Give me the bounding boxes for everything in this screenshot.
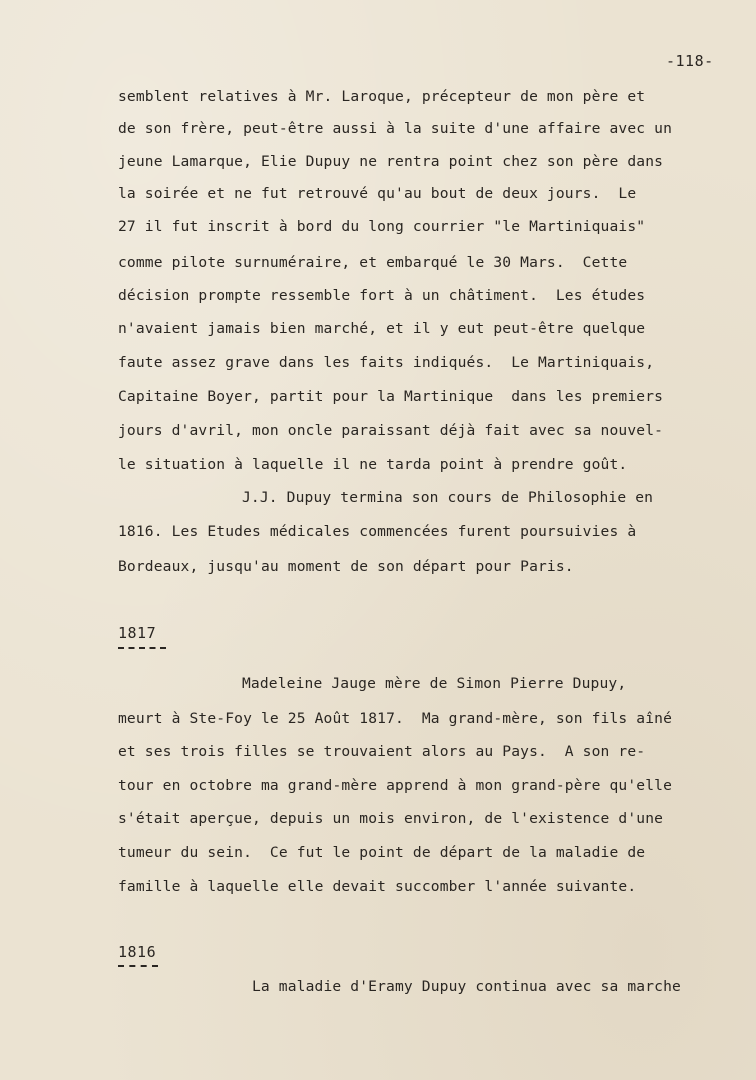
text-line: s'était aperçue, depuis un mois environ, de l'existence d'une (118, 810, 664, 827)
text-line: de son frère, peut-être aussi à la suite d'une affaire avec un (118, 120, 673, 137)
text-line: le situation à laquelle il ne tarda point à prendre goût. (118, 456, 628, 473)
text-line: n'avaient jamais bien marché, et il y eut peut-être quelque (118, 320, 646, 337)
text-line: J.J. Dupuy termina son cours de Philosophie en (242, 489, 654, 506)
text-line: jours d'avril, mon oncle paraissant déjà fait avec sa nouvel- (118, 422, 664, 439)
year-heading-1817: 1817 (118, 624, 157, 642)
text-line: semblent relatives à Mr. Laroque, précepteur de mon père et (118, 88, 646, 105)
text-line: Bordeaux, jusqu'au moment de son départ pour Paris. (118, 558, 574, 575)
text-line: meurt à Ste-Foy le 25 Août 1817. Ma grand-mère, son fils aîné (118, 710, 673, 727)
text-line: décision prompte ressemble fort à un châtiment. Les études (118, 287, 646, 304)
heading-underline (118, 647, 166, 649)
text-line: famille à laquelle elle devait succomber l'année suivante. (118, 878, 637, 895)
text-line: comme pilote surnuméraire, et embarqué le 30 Mars. Cette (118, 254, 628, 271)
heading-underline (118, 965, 158, 967)
text-line: tour en octobre ma grand-mère apprend à mon grand-père qu'elle (118, 777, 673, 794)
text-line: jeune Lamarque, Elie Dupuy ne rentra point chez son père dans (118, 153, 664, 170)
text-line: et ses trois filles se trouvaient alors au Pays. A son re- (118, 743, 646, 760)
page-number: -118- (666, 52, 714, 70)
year-heading-1816: 1816 (118, 943, 157, 961)
text-line: La maladie d'Eramy Dupuy continua avec sa marche (252, 978, 681, 995)
text-line: faute assez grave dans les faits indiqués. Le Martiniquais, (118, 354, 655, 371)
text-line: 27 il fut inscrit à bord du long courrier "le Martiniquais" (118, 218, 646, 235)
text-line: Madeleine Jauge mère de Simon Pierre Dupuy, (242, 675, 627, 692)
text-line: la soirée et ne fut retrouvé qu'au bout de deux jours. Le (118, 185, 637, 202)
text-line: tumeur du sein. Ce fut le point de départ de la maladie de (118, 844, 646, 861)
text-line: Capitaine Boyer, partit pour la Martinique dans les premiers (118, 388, 664, 405)
text-line: 1816. Les Etudes médicales commencées furent poursuivies à (118, 523, 637, 540)
